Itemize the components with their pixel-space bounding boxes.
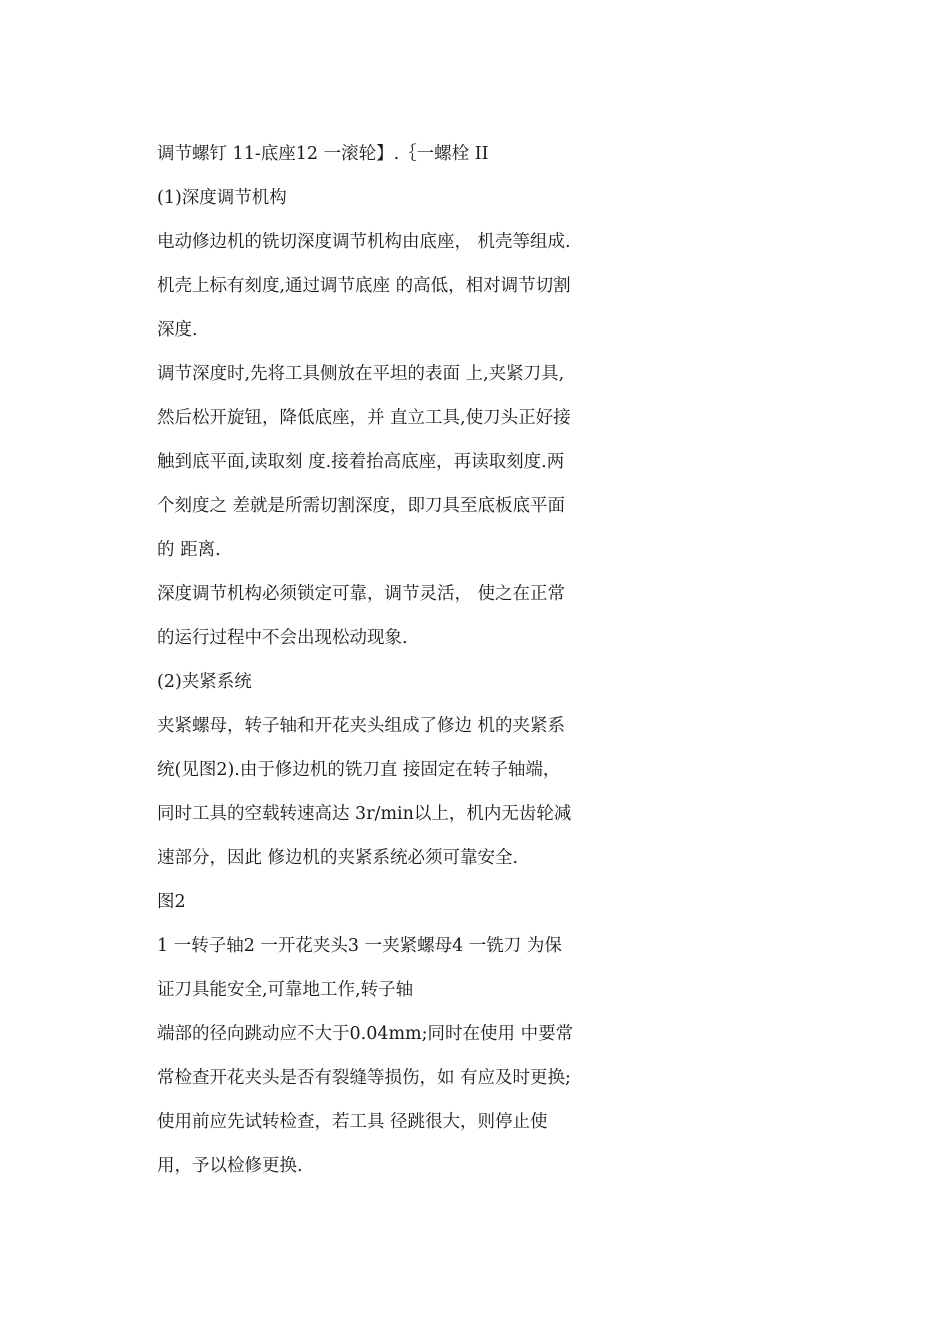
text-line: 用，予以检修更换. bbox=[157, 1156, 303, 1176]
text-line: 1 一转子轴2 一开花夹头3 一夹紧螺母4 一铣刀 为保 bbox=[157, 936, 562, 956]
text-line: 证刀具能安全,可靠地工作,转子轴 bbox=[157, 980, 414, 1000]
section-heading: (1)深度调节机构 bbox=[157, 188, 287, 208]
text-line: 常检查开花夹头是否有裂缝等损伤，如 有应及时更换; bbox=[157, 1068, 571, 1088]
text-line: 使用前应先试转检查，若工具 径跳很大，则停止使 bbox=[157, 1112, 548, 1132]
text-line: 同时工具的空载转速高达 3r/min以上，机内无齿轮减 bbox=[157, 804, 572, 824]
section-heading: (2)夹紧系统 bbox=[157, 672, 252, 692]
text-line: 端部的径向跳动应不大于0.04mm;同时在使用 中要常 bbox=[157, 1024, 574, 1044]
text-line: 速部分，因此 修边机的夹紧系统必须可靠安全. bbox=[157, 848, 519, 868]
figure-caption: 图2 bbox=[157, 892, 186, 912]
text-line: 调节螺钉 11-底座12 一滚轮】.｛一螺栓 II bbox=[157, 144, 489, 164]
text-line: 触到底平面,读取刻 度.接着抬高底座，再读取刻度.两 bbox=[157, 452, 565, 472]
text-line: 的运行过程中不会出现松动现象. bbox=[157, 628, 408, 648]
text-line: 个刻度之 差就是所需切割深度，即刀具至底板底平面 bbox=[157, 496, 566, 516]
text-line: 的 距离. bbox=[157, 540, 221, 560]
text-line: 机壳上标有刻度,通过调节底座 的高低，相对调节切割 bbox=[157, 276, 571, 296]
text-line: 深度. bbox=[157, 320, 198, 340]
text-line: 深度调节机构必须锁定可靠，调节灵活， 使之在正常 bbox=[157, 584, 566, 604]
text-line: 电动修边机的铣切深度调节机构由底座， 机壳等组成. bbox=[157, 232, 571, 252]
text-line: 夹紧螺母，转子轴和开花夹头组成了修边 机的夹紧系 bbox=[157, 716, 566, 736]
text-line: 调节深度时,先将工具侧放在平坦的表面 上,夹紧刀具, bbox=[157, 364, 565, 384]
text-line: 统(见图2).由于修边机的铣刀直 接固定在转子轴端， bbox=[157, 760, 561, 780]
text-line: 然后松开旋钮，降低底座，并 直立工具,使刀头正好接 bbox=[157, 408, 571, 428]
